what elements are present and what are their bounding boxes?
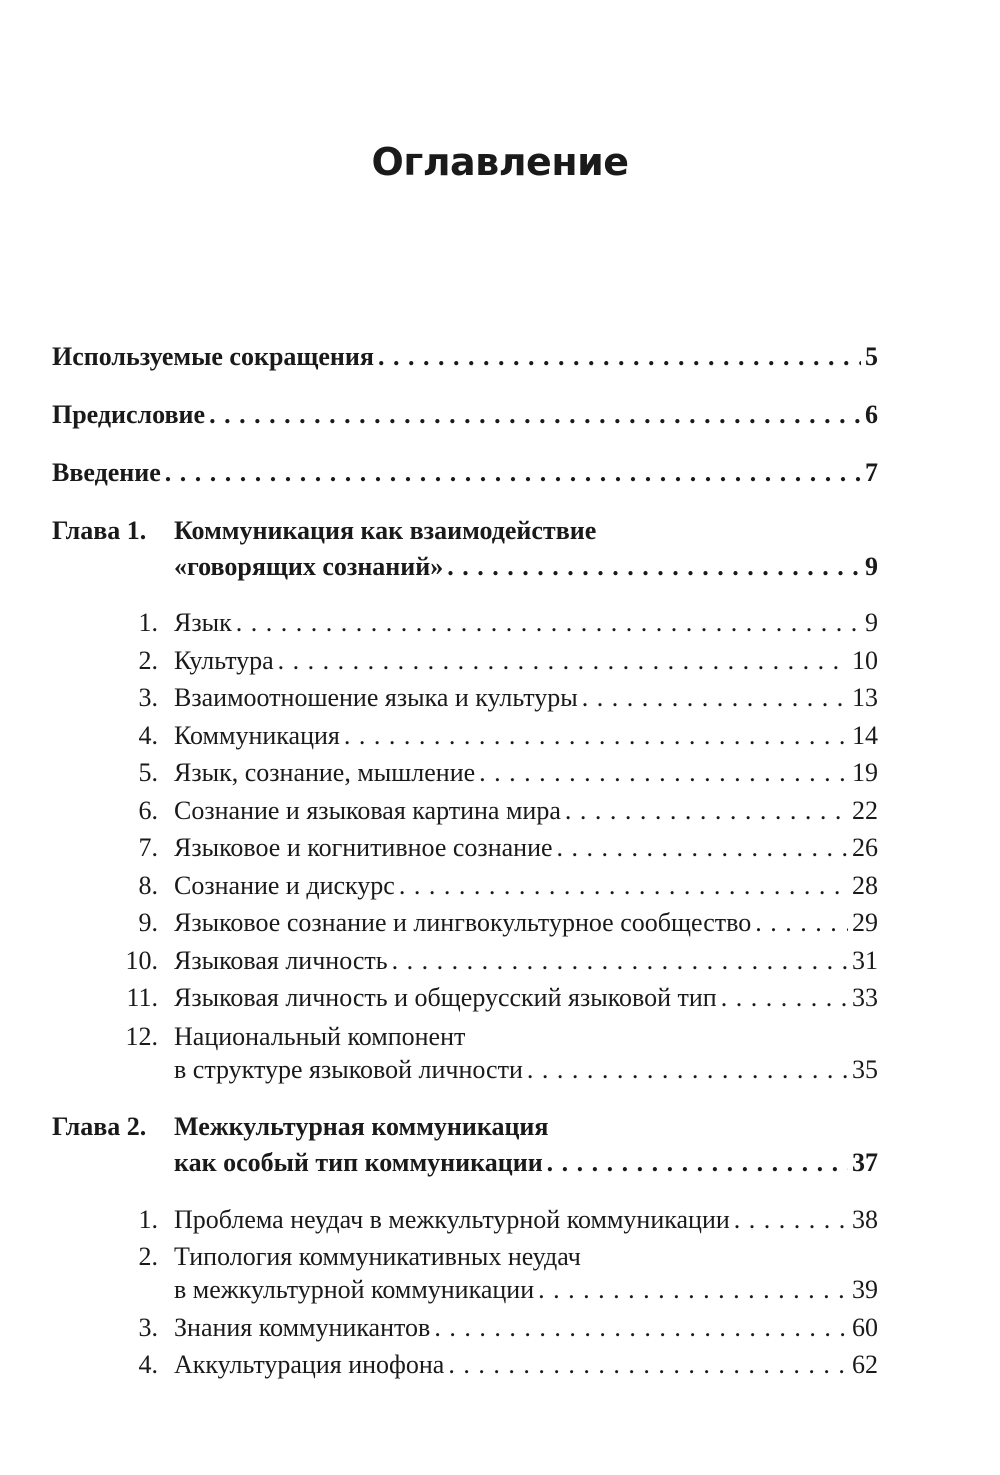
section-number: 4. xyxy=(138,720,158,750)
toc-entry-title: Предисловие xyxy=(52,400,206,429)
section-page: 14 xyxy=(852,720,878,750)
section-title: Коммуникация xyxy=(174,720,340,750)
chapter-1-heading[interactable] xyxy=(52,514,878,548)
section-title: Знания коммуникантов xyxy=(174,1313,431,1342)
chapter-2-heading[interactable] xyxy=(52,1110,878,1144)
chapter-label: Глава 2. xyxy=(52,1112,147,1141)
section-page: 62 xyxy=(852,1350,878,1379)
dot-leader xyxy=(209,398,861,432)
section-title: Аккультурация инофона xyxy=(174,1350,445,1379)
dot-leader xyxy=(557,831,848,865)
toc-entry-preface[interactable] xyxy=(52,398,878,432)
section-title: Языковое сознание и лингвокультурное сообщество xyxy=(174,908,752,937)
toc-section[interactable] xyxy=(52,681,878,715)
section-page: 13 xyxy=(852,683,878,712)
toc-section[interactable] xyxy=(52,606,878,640)
section-number: 7. xyxy=(138,833,158,862)
dot-leader xyxy=(755,906,848,940)
section-number: 2. xyxy=(138,645,158,675)
section-title-line1: Типология коммуникативных неудач xyxy=(174,1242,581,1271)
dot-leader xyxy=(565,794,848,828)
section-number: 3. xyxy=(138,1313,158,1342)
toc-entry-page: 7 xyxy=(865,458,878,487)
section-title: Язык xyxy=(174,608,232,637)
section-page: 60 xyxy=(852,1313,878,1342)
section-number: 1. xyxy=(138,608,158,637)
toc-section[interactable] xyxy=(52,1020,878,1054)
dot-leader xyxy=(734,1203,848,1237)
section-number: 5. xyxy=(138,758,158,787)
toc-section[interactable] xyxy=(52,981,878,1015)
toc-section[interactable] xyxy=(52,831,878,865)
toc-entry-page: 5 xyxy=(865,342,878,371)
toc-section[interactable] xyxy=(52,1348,878,1382)
toc-section[interactable] xyxy=(52,756,878,790)
section-number: 4. xyxy=(138,1350,158,1379)
chapter-2-heading-cont[interactable] xyxy=(52,1146,878,1180)
section-number: 9. xyxy=(138,908,158,937)
chapter-title-line1: Межкультурная коммуникация xyxy=(174,1112,549,1141)
chapter-title-line2: как особый тип коммуникации xyxy=(174,1148,543,1177)
page-title: Оглавление xyxy=(371,140,629,184)
dot-leader xyxy=(721,981,848,1015)
dot-leader xyxy=(434,1311,848,1345)
dot-leader xyxy=(399,869,848,903)
section-number: 6. xyxy=(138,795,158,825)
toc-entry-introduction[interactable] xyxy=(52,456,878,490)
section-page: 10 xyxy=(852,645,878,675)
section-number: 8. xyxy=(138,870,158,900)
section-title-line2: в межкультурной коммуникации xyxy=(174,1275,535,1304)
dot-leader xyxy=(278,644,848,678)
chapter-page: 9 xyxy=(865,552,878,581)
section-title: Языковое и когнитивное сознание xyxy=(174,833,553,862)
section-number: 3. xyxy=(138,683,158,712)
toc-section[interactable] xyxy=(52,644,878,678)
section-title-line2: в структуре языковой личности xyxy=(174,1055,523,1084)
section-page: 19 xyxy=(852,758,878,787)
dot-leader xyxy=(547,1146,848,1180)
dot-leader xyxy=(392,944,848,978)
toc-section[interactable] xyxy=(52,1203,878,1237)
chapter-label: Глава 1. xyxy=(52,516,147,545)
section-page: 29 xyxy=(852,908,878,937)
section-number: 2. xyxy=(138,1242,158,1271)
section-title-line1: Национальный компонент xyxy=(174,1022,466,1051)
section-title: Языковая личность и общерусский языковой тип xyxy=(174,983,717,1012)
section-page: 26 xyxy=(852,833,878,862)
dot-leader xyxy=(527,1053,848,1087)
toc-section-cont[interactable] xyxy=(52,1053,878,1087)
section-title: Культура xyxy=(174,645,274,675)
section-number: 10. xyxy=(125,945,158,975)
chapter-1-heading-cont[interactable] xyxy=(52,550,878,584)
section-number: 11. xyxy=(126,983,158,1012)
section-page: 9 xyxy=(865,608,878,637)
section-title: Сознание и дискурс xyxy=(174,870,395,900)
section-title: Языковая личность xyxy=(174,945,388,975)
dot-leader xyxy=(582,681,848,715)
toc-section[interactable] xyxy=(52,869,878,903)
chapter-title-line1: Коммуникация как взаимодействие xyxy=(174,516,597,545)
dot-leader xyxy=(344,719,848,753)
chapter-title-line2: «говорящих сознаний» xyxy=(174,552,444,581)
toc-entry-abbreviations[interactable] xyxy=(52,340,878,374)
toc-entry-title: Введение xyxy=(52,458,161,487)
section-title: Проблема неудач в межкультурной коммуникации xyxy=(174,1205,730,1234)
dot-leader xyxy=(447,550,861,584)
toc-entry-title: Используемые сокращения xyxy=(52,342,374,371)
dot-leader xyxy=(479,756,848,790)
toc-section[interactable] xyxy=(52,1311,878,1345)
dot-leader xyxy=(538,1273,848,1307)
dot-leader xyxy=(236,606,861,640)
dot-leader xyxy=(378,340,861,374)
toc-section[interactable] xyxy=(52,719,878,753)
section-number: 1. xyxy=(138,1205,158,1234)
dot-leader xyxy=(165,456,861,490)
section-page: 33 xyxy=(852,983,878,1012)
toc-section[interactable] xyxy=(52,1240,878,1274)
toc-section-cont[interactable] xyxy=(52,1273,878,1307)
section-title: Язык, сознание, мышление xyxy=(174,758,476,787)
section-page: 28 xyxy=(852,870,878,900)
section-page: 22 xyxy=(852,795,878,825)
section-page: 31 xyxy=(852,945,878,975)
section-number: 12. xyxy=(125,1022,158,1051)
section-page: 35 xyxy=(852,1055,878,1084)
dot-leader xyxy=(448,1348,848,1382)
toc-section[interactable] xyxy=(52,906,878,940)
section-page: 39 xyxy=(852,1275,878,1304)
toc-section[interactable] xyxy=(52,794,878,828)
chapter-page: 37 xyxy=(852,1148,878,1177)
section-page: 38 xyxy=(852,1205,878,1234)
section-title: Сознание и языковая картина мира xyxy=(174,795,561,825)
toc-section[interactable] xyxy=(52,944,878,978)
toc-entry-page: 6 xyxy=(865,400,878,429)
section-title: Взаимоотношение языка и культуры xyxy=(174,683,578,712)
